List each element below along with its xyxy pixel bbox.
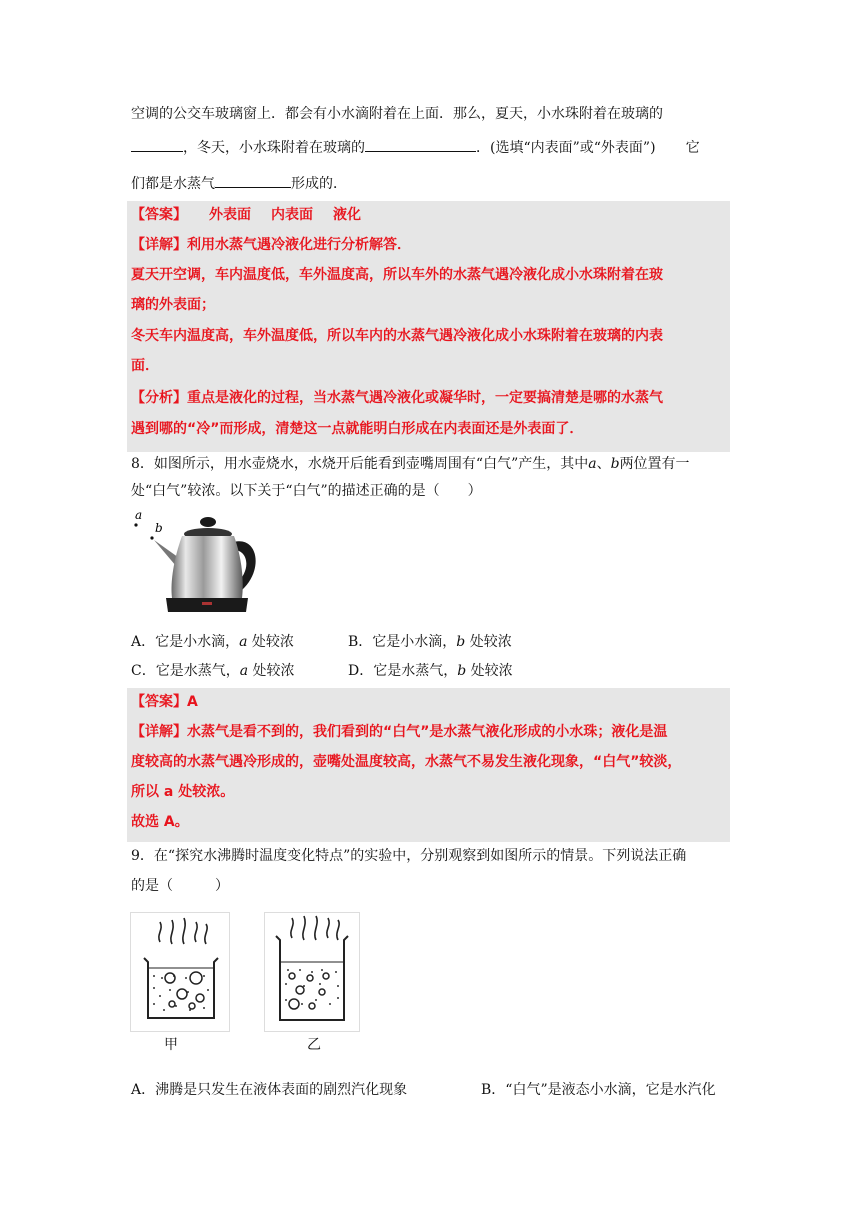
caption-yi: 乙 bbox=[307, 1037, 321, 1053]
q9-stem-2: 的是（ ） bbox=[131, 878, 229, 894]
q8-option-c: C．它是水蒸气，a 处较浓 bbox=[131, 663, 295, 679]
q8-answer-block bbox=[127, 688, 730, 842]
kettle-body bbox=[171, 536, 242, 598]
q9-option-b: B．“白气”是液态小水滴，它是水汽化 bbox=[481, 1082, 716, 1098]
q9-stem-1: 9．在“探究水沸腾时温度变化特点”的实验中，分别观察到如图所示的情景。下列说法正确 bbox=[131, 848, 687, 864]
kettle-switch bbox=[202, 602, 212, 605]
label-b: b bbox=[155, 521, 163, 535]
beaker-figure-yi bbox=[264, 912, 360, 1032]
answer-blank-1 bbox=[131, 137, 183, 152]
q8-option-b: B．它是小水滴，b 处较浓 bbox=[348, 634, 512, 650]
kettle-figure bbox=[130, 508, 265, 620]
q8-answer: 【答案】A bbox=[131, 694, 198, 710]
point-a-dot bbox=[134, 523, 137, 526]
beaker-figure-jia bbox=[130, 912, 230, 1032]
q9-option-a: A．沸腾是只发生在液体表面的剧烈汽化现象 bbox=[131, 1082, 408, 1098]
q7-answer-block bbox=[127, 201, 730, 452]
q7-analysis-b: 遇到哪的“冷”而形成，清楚这一点就能明白形成在内表面还是外表面了． bbox=[131, 421, 584, 437]
q7-detail-3b: 面． bbox=[131, 358, 159, 374]
q8-option-a: A．它是小水滴，a 处较浓 bbox=[131, 634, 294, 650]
q7-line-3: 们都是水蒸气 形成的． bbox=[131, 173, 347, 194]
q7-detail-2a: 夏天开空调，车内温度低，车外温度高，所以车外的水蒸气遇冷液化成小水珠附着在玻 bbox=[131, 267, 663, 283]
q8-choose: 故选 A。 bbox=[131, 814, 189, 830]
q8-detail-b: 度较高的水蒸气遇冷形成的，壶嘴处温度较高，水蒸气不易发生液化现象，“白气”较淡， bbox=[131, 754, 682, 770]
q7-line-1: 空调的公交车玻璃窗上．都会有小水滴附着在上面．那么，夏天，小水珠附着在玻璃的 bbox=[131, 106, 663, 122]
answer-blank-3 bbox=[215, 173, 291, 188]
point-b-dot bbox=[150, 536, 153, 539]
q8-detail-a: 【详解】水蒸气是看不到的，我们看到的“白气”是水蒸气液化形成的小水珠；液化是温 bbox=[131, 724, 668, 740]
q7-detail: 【详解】利用水蒸气遇冷液化进行分析解答． bbox=[131, 237, 411, 253]
q7-detail-2b: 璃的外表面； bbox=[131, 297, 215, 313]
q7-detail-3a: 冬天车内温度高，车外温度低，所以车内的水蒸气遇冷液化成小水珠附着在玻璃的内表 bbox=[131, 328, 663, 344]
q7-line-2: ，冬天，小水珠附着在玻璃的 ．(选填“内表面”或“外表面”) 它 bbox=[131, 137, 700, 158]
q7-answer: 【答案】 外表面 内表面 液化 bbox=[131, 207, 361, 223]
q8-stem-2: 处“白气”较浓。以下关于“白气”的描述正确的是（ ） bbox=[131, 483, 482, 499]
label-a: a bbox=[135, 508, 143, 522]
q8-stem-1: 8．如图所示，用水壶烧水，水烧开后能看到壶嘴周围有“白气”产生，其中a、b两位置有一 bbox=[131, 456, 690, 472]
q8-option-d: D．它是水蒸气，b 处较浓 bbox=[348, 663, 513, 679]
q7-analysis-a: 【分析】重点是液化的过程，当水蒸气遇冷液化或凝华时，一定要搞清楚是哪的水蒸气 bbox=[131, 390, 663, 406]
q8-detail-c: 所以 a 处较浓。 bbox=[131, 784, 235, 800]
caption-jia: 甲 bbox=[164, 1037, 178, 1053]
answer-blank-2 bbox=[365, 137, 476, 152]
kettle-lid-knob bbox=[200, 517, 216, 527]
